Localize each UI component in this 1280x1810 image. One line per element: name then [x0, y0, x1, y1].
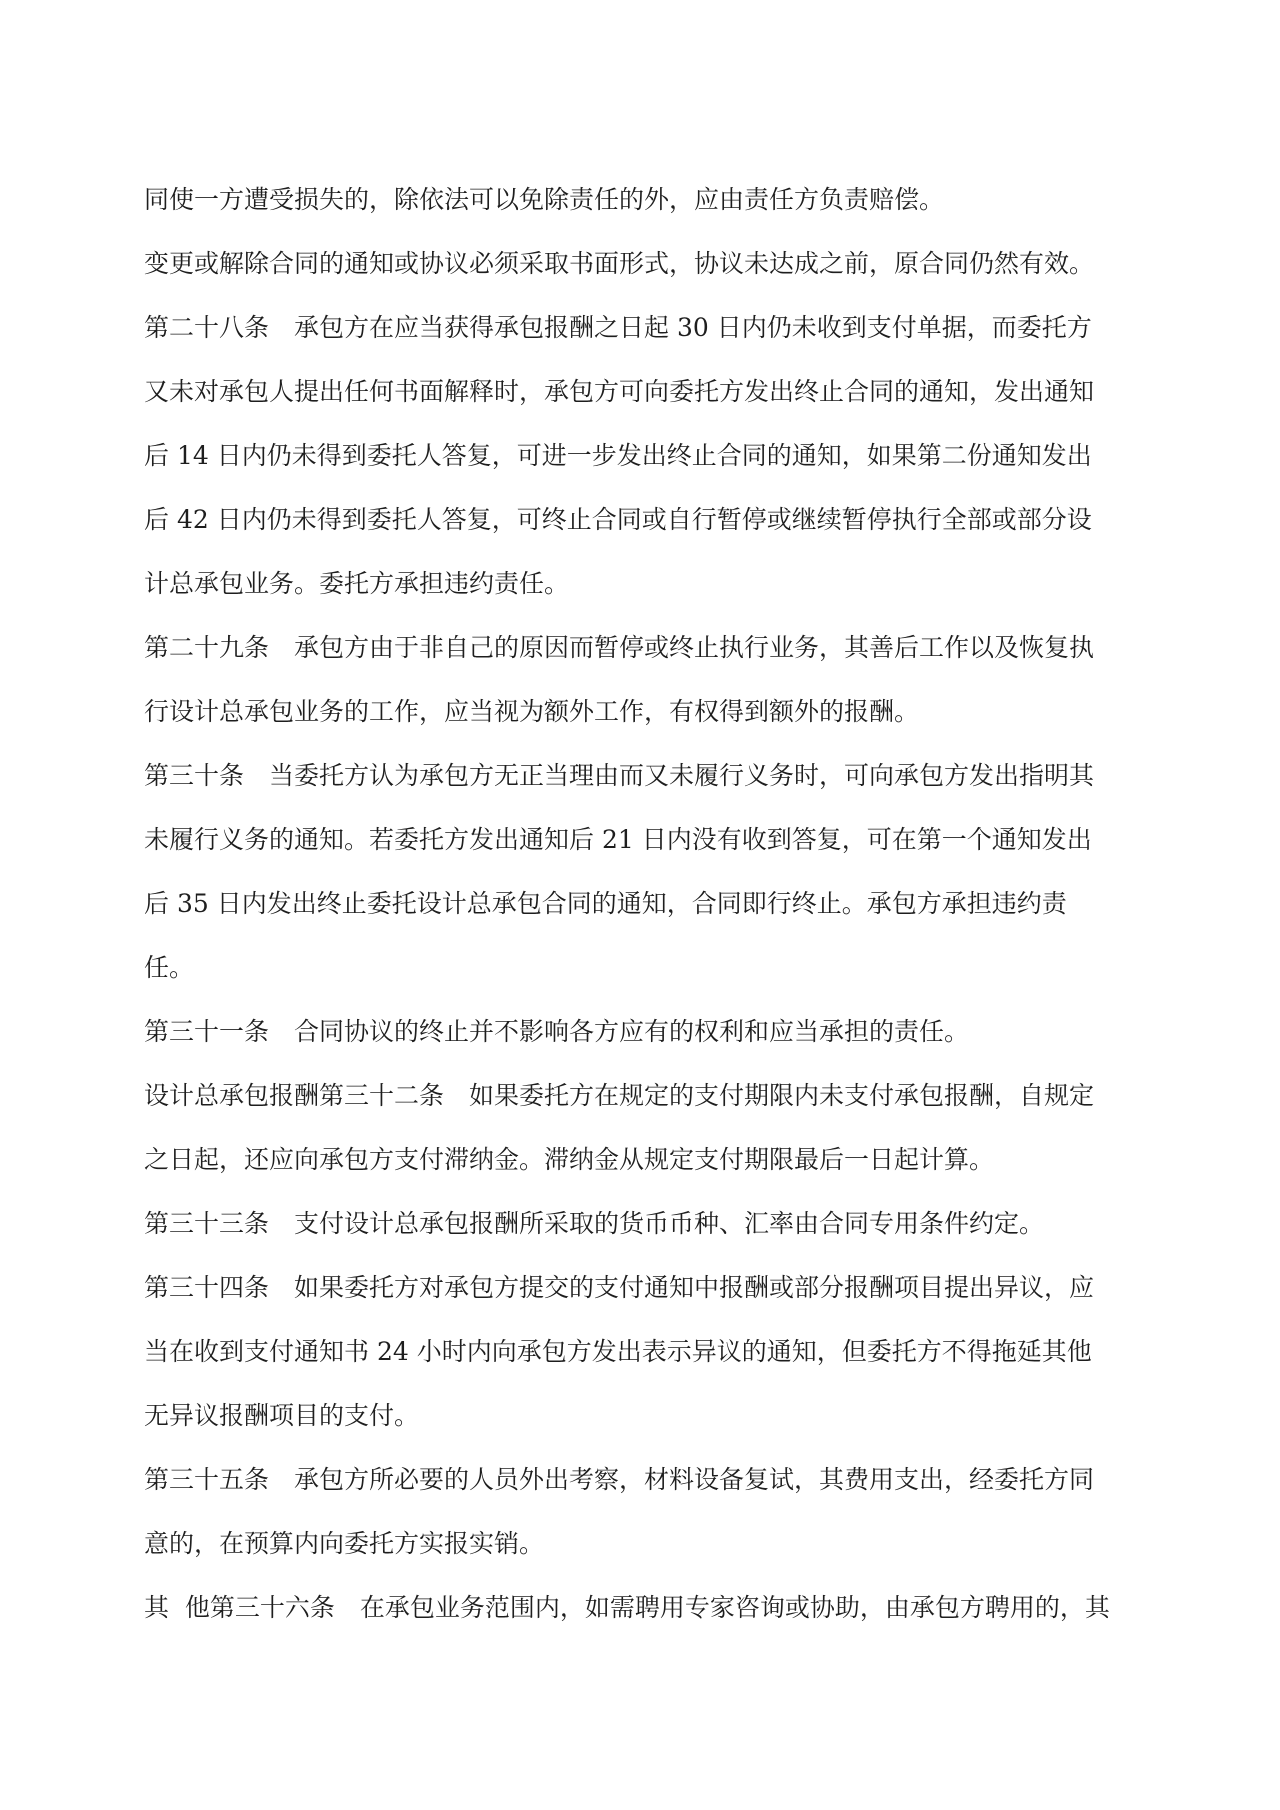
text-line: 任。	[144, 953, 195, 982]
text-line: 变更或解除合同的通知或协议必须采取书面形式，协议未达成之前，原合同仍然有效。	[144, 249, 1095, 278]
text-line: 同使一方遭受损失的，除依法可以免除责任的外，应由责任方负责赔偿。	[144, 185, 945, 214]
text-line: 未履行义务的通知。若委托方发出通知后 21 日内没有收到答复，可在第一个通知发出	[144, 825, 1092, 854]
text-line: 第二十八条 承包方在应当获得承包报酬之日起 30 日内仍未收到支付单据，而委托方	[144, 313, 1092, 342]
text-line: 无异议报酬项目的支付。	[144, 1401, 420, 1430]
text-line: 后 35 日内发出终止委托设计总承包合同的通知，合同即行终止。承包方承担违约责	[144, 889, 1067, 918]
text-line: 后 14 日内仍未得到委托人答复，可进一步发出终止合同的通知，如果第二份通知发出	[144, 441, 1092, 470]
text-line: 第三十条 当委托方认为承包方无正当理由而又未履行义务时，可向承包方发出指明其	[144, 761, 1095, 790]
contract-text	[144, 168, 1154, 1640]
text-line: 之日起，还应向承包方支付滞纳金。滞纳金从规定支付期限最后一日起计算。	[144, 1145, 995, 1174]
text-line: 意的，在预算内向委托方实报实销。	[144, 1529, 545, 1558]
text-line: 设计总承包报酬第三十二条 如果委托方在规定的支付期限内未支付承包报酬，自规定	[144, 1081, 1095, 1110]
text-line: 又未对承包人提出任何书面解释时，承包方可向委托方发出终止合同的通知，发出通知	[144, 377, 1095, 406]
text-line: 其 他第三十六条 在承包业务范围内，如需聘用专家咨询或协助，由承包方聘用的，其	[144, 1593, 1110, 1622]
text-line: 第三十四条 如果委托方对承包方提交的支付通知中报酬或部分报酬项目提出异议，应	[144, 1273, 1095, 1302]
text-line: 后 42 日内仍未得到委托人答复，可终止合同或自行暂停或继续暂停执行全部或部分设	[144, 505, 1092, 534]
text-line: 第三十五条 承包方所必要的人员外出考察，材料设备复试，其费用支出，经委托方同	[144, 1465, 1095, 1494]
text-line: 计总承包业务。委托方承担违约责任。	[144, 569, 570, 598]
text-line: 第二十九条 承包方由于非自己的原因而暂停或终止执行业务，其善后工作以及恢复执	[144, 633, 1095, 662]
text-line: 第三十三条 支付设计总承包报酬所采取的货币币种、汇率由合同专用条件约定。	[144, 1209, 1045, 1238]
text-line: 第三十一条 合同协议的终止并不影响各方应有的权利和应当承担的责任。	[144, 1017, 970, 1046]
text-line: 行设计总承包业务的工作，应当视为额外工作，有权得到额外的报酬。	[144, 697, 920, 726]
text-line: 当在收到支付通知书 24 小时内向承包方发出表示异议的通知，但委托方不得拖延其他	[144, 1337, 1092, 1366]
